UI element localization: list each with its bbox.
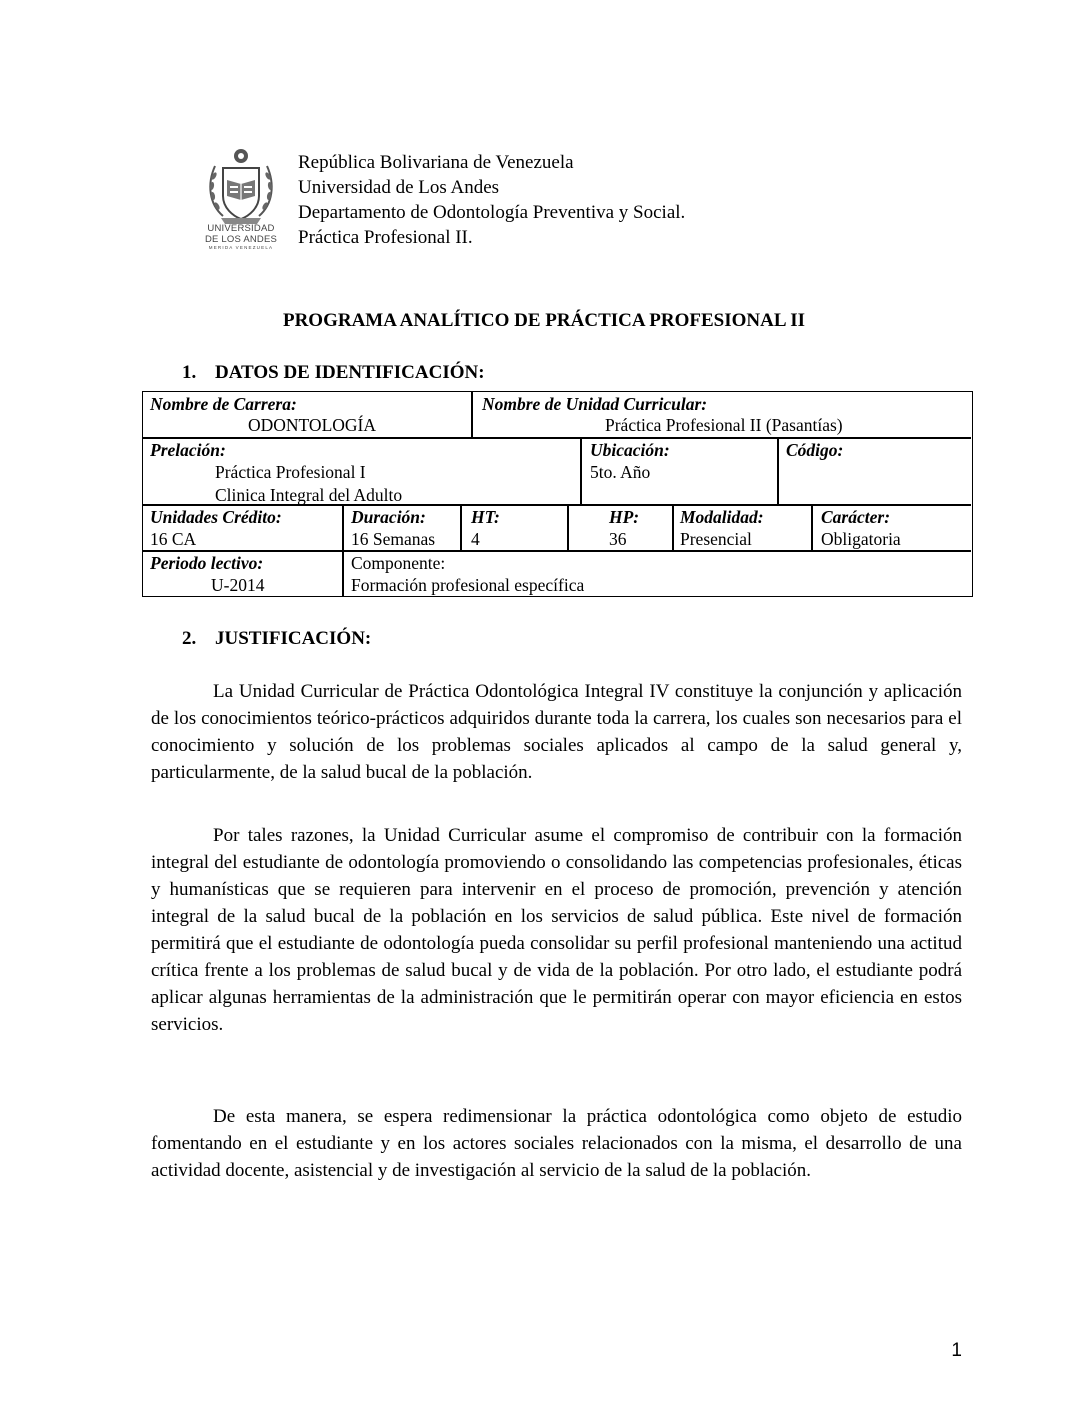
wordmark-line-1: UNIVERSIDAD [207,223,275,234]
ubicacion-label: Ubicación: [590,440,670,460]
wordmark-line-2: DE LOS ANDES [204,233,278,245]
table-rule [567,504,569,550]
letterhead [298,150,685,250]
section-2-heading [182,628,371,650]
creditos-label: Unidades Crédito: [150,507,282,527]
unidad-label: Nombre de Unidad Curricular: [482,394,708,414]
section-1-title: DATOS DE IDENTIFICACIÓN: [215,362,485,383]
table-rule [143,550,971,552]
carrera-label: Nombre de Carrera: [150,394,297,414]
section-1-number: 1. [182,362,197,383]
justification-paragraph-2: Por tales razones, la Unidad Curricular asume el compromiso de contribuir con la formación integral del estudiante de odontología promoviendo o consolidando las competencias profesionales, éticas y humanísticas que se requieren para intervenir en el proceso de promoción, prevención y atención integral de la salud bucal de la población en los servicios de salud pública. Este nivel de formación permitirá que el estudiante de odontología pueda consolidar su perfil profesional manteniendo una actitud crítica frente a los problemas de salud bucal y de vida de la población. Por otro lado, el estudiante podrá aplicar algunas herramientas de la administración que le permitirán operar con mayor eficiencia en estos servicios. [151,825,962,1035]
duracion-value: 16 Semanas [351,529,436,549]
caracter-label: Carácter: [821,507,891,527]
document-title: PROGRAMA ANALÍTICO DE PRÁCTICA PROFESIONAL II [282,310,806,331]
periodo-label: Periodo lectivo: [150,553,264,573]
justification-paragraph-1: La Unidad Curricular de Práctica Odontológica Integral IV constituye la conjunción y aplicación de los conocimientos teórico-prácticos adquiridos durante toda la carrera, los cuales son necesarios para el conocimiento y solución de los problemas sociales aplicados al campo de la salud general y, particularmente, de la salud bucal de la población. [151,681,962,783]
creditos-value: 16 CA [150,529,197,549]
hp-value: 36 [609,529,627,549]
prelacion-value-1: Práctica Profesional I [215,462,366,482]
table-rule [471,392,473,437]
justification-paragraph-3: De esta manera, se espera redimensionar la práctica odontológica como objeto de estudio fomentando en el estudiante y en los actores sociales relacionados con la misma, el desarrollo de una actividad docente, asistencial y de investigación al servicio de la salud de la población. [151,1106,962,1181]
unidad-value: Práctica Profesional II (Pasantías) [605,415,843,435]
ht-value: 4 [471,529,480,549]
table-rule [777,437,779,504]
table-rule [580,437,582,504]
carrera-value: ODONTOLOGÍA [248,415,376,435]
table-rule [143,437,971,439]
university-wordmark [201,224,281,251]
section-2-number: 2. [182,628,197,649]
periodo-value: U-2014 [211,575,265,595]
letterhead-department: Departamento de Odontología Preventiva y Social. [298,202,686,223]
prelacion-label: Prelación: [150,440,226,460]
letterhead-country: República Bolivariana de Venezuela [298,152,574,173]
wordmark-line-3: MERIDA VENEZUELA [208,245,274,250]
ht-label: HT: [471,507,500,527]
ubicacion-value: 5to. Año [590,462,651,482]
hp-label: HP: [609,507,640,527]
prelacion-value-2: Clinica Integral del Adulto [215,485,403,505]
letterhead-university: Universidad de Los Andes [298,177,500,198]
section-2-title: JUSTIFICACIÓN: [215,628,372,649]
duracion-label: Duración: [351,507,426,527]
componente-value: Formación profesional específica [351,575,585,595]
letterhead-course: Práctica Profesional II. [298,227,473,248]
table-rule [342,504,344,550]
modalidad-label: Modalidad: [680,507,764,527]
table-rule [672,504,674,550]
table-rule [460,504,462,550]
table-rule [811,504,813,550]
table-rule [342,550,344,596]
codigo-label: Código: [786,440,844,460]
modalidad-value: Presencial [680,529,752,549]
caracter-value: Obligatoria [821,529,901,549]
identification-table [142,391,973,597]
componente-label: Componente: [351,553,446,573]
section-1-heading [182,362,485,384]
page-number: 1 [951,1340,962,1361]
